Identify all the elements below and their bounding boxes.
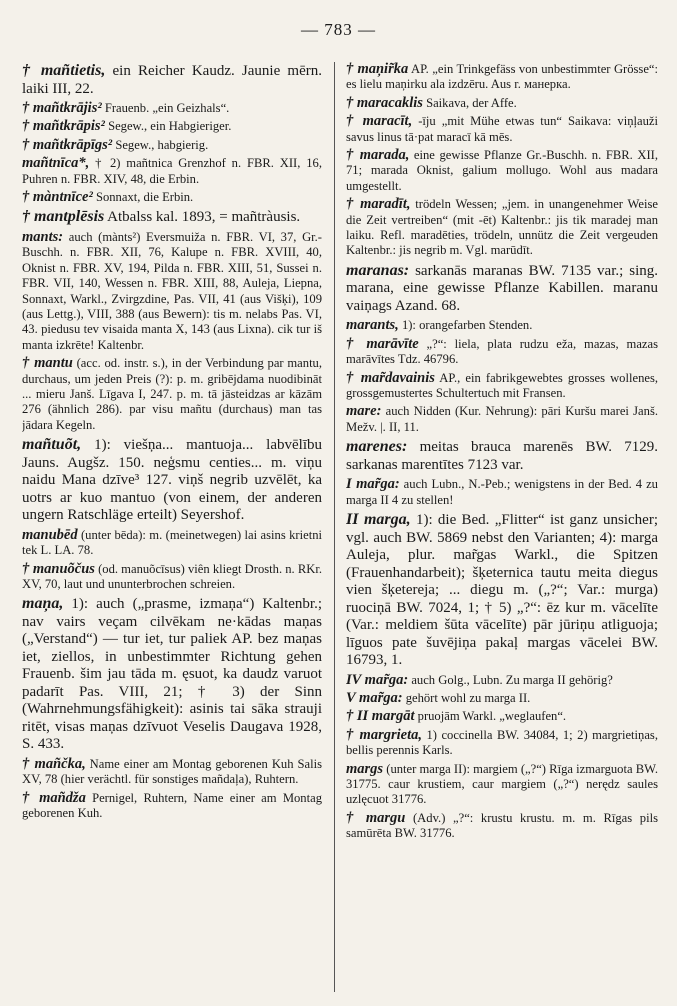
dictionary-entry (346, 673, 658, 688)
dictionary-entry (22, 101, 322, 116)
entry-text: 1): viešņa... mantuoja... labvēlību Jauns. Augšz. 150. neģsmu centies... m. viņu naidu Mana dzīve³ 127. viņš negrib uzvēlēt, ka uotrs ar kuo mantuo (von einem, der anderen ungern Ratschläge erteilt) Seyershof. (22, 437, 322, 524)
entry-text: -īju „mit Mühe etwas tun“ Saikava: viņļauži savus linus tā·pat maracī kā mēs. (346, 114, 658, 144)
dictionary-entry (346, 318, 658, 333)
column-divider (334, 62, 335, 992)
dictionary-entry (346, 62, 658, 93)
dictionary-entry (22, 138, 322, 153)
entry-headword: † mañtietis, (22, 62, 106, 79)
entry-headword: † mañtkrāpis² (22, 118, 105, 135)
entry-text: Sonnaxt, die Erbin. (92, 190, 194, 205)
entry-text: eine gewisse Pflanze Gr.-Buschh. n. FBR. XII, 71; marada Oknist, galium mollugo. Wohl aus madara umgestellt. (346, 148, 658, 193)
entry-headword: † màntnīce² (22, 189, 93, 206)
entry-headword: † mañtkrāpīgs² (22, 136, 113, 153)
entry-text: „?“: liela, plata rudzu eža, mazas, mazas marāvītes Tdz. 46796. (346, 336, 658, 367)
entry-text: AP., ein fabrikgewebtes grosses wollenes, grossgemustertes Schultertuch mit Fransen. (346, 370, 658, 400)
entry-text: Segew., ein Habgieriger. (104, 119, 232, 134)
dictionary-entry (346, 438, 658, 474)
entry-headword: † mar̃davainis (346, 369, 435, 386)
entry-headword: † marāvīte (346, 335, 419, 352)
entry-headword: margs (346, 760, 384, 777)
entry-text: auch Golg., Lubn. Zu marga II gehörig? (408, 672, 613, 687)
dictionary-entry (22, 528, 322, 559)
entry-text: Pernigel, Ruhtern, Name einer am Montag geborenen Kuh. (22, 790, 322, 821)
entry-text: 1): orangefarben Stenden. (398, 318, 533, 333)
entry-headword: V mar̃ga: (346, 689, 403, 706)
entry-headword: † mantplēsis (22, 208, 105, 226)
dictionary-entry (346, 709, 658, 724)
page-number: — 783 — (301, 20, 376, 39)
entry-headword: † maracaklis (346, 94, 423, 111)
dictionary-entry (346, 197, 658, 259)
dictionary-entry (22, 156, 322, 187)
dictionary-entry (22, 119, 322, 134)
entry-headword: maņa, (22, 595, 64, 613)
entry-headword: manubēd (22, 526, 78, 543)
dictionary-entry (22, 356, 322, 433)
entry-text: (od. manuõcīsus) viên kliegt Drosth. n. RKr. XV, 70, laut und ununterbrochen schreien. (22, 561, 322, 591)
entry-text: (Adv.) „?“: krustu krustu. m. m. Rīgas pils samūrēta BW. 31776. (346, 810, 658, 841)
entry-headword: marenes: (346, 438, 408, 456)
dictionary-entry (346, 762, 658, 808)
dictionary-entry (22, 62, 322, 98)
entry-text: (unter bēda): m. (meinetwegen) lai asins krietni tek L. LA. 78. (22, 527, 322, 558)
dictionary-entry (346, 511, 658, 670)
entry-headword: IV mar̃ga: (346, 671, 409, 688)
entry-headword: † manuõčus (22, 560, 95, 577)
entry-text: Frauenb. „ein Geizhals“. (101, 101, 230, 115)
dictionary-entry (346, 477, 658, 508)
dictionary-entry (346, 371, 658, 402)
entry-headword: † maracīt, (346, 113, 413, 130)
entry-text: AP. „ein Trinkgefäss von unbestimmter Grösse“: es lielu maņirku ala izdzēru. Aus r. манерка. (346, 62, 658, 92)
dictionary-entry (22, 190, 322, 205)
dictionary-entry (22, 791, 322, 822)
entry-text: † 2) mañtnica Grenzhof n. FBR. XII, 16, Puhren n. FBR. XIV, 48, die Erbin. (22, 156, 322, 186)
dictionary-entry (346, 728, 658, 759)
entry-headword: † mantu (22, 355, 73, 372)
entry-headword: † mañdža (22, 789, 86, 806)
entry-headword: mañtuõt, (22, 436, 82, 454)
entry-text: auch Nidden (Kur. Nehrung): pāri Kuršu marei Janš. Mežv. |. II, 11. (346, 404, 658, 434)
dictionary-entry (346, 148, 658, 194)
dictionary-entry (346, 691, 658, 706)
dictionary-entry (22, 562, 322, 593)
dictionary-entry (346, 114, 658, 145)
entry-text: meitas brauca marenēs BW. 7129. sarkanas marentītes 7123 var. (346, 439, 658, 473)
entry-text: ein Reicher Kaudz. Jaunie mērn. laiki III, 22. (22, 63, 322, 97)
entry-text: Saikava, der Affe. (422, 95, 517, 110)
dictionary-entry (346, 262, 658, 316)
dictionary-entry (346, 337, 658, 368)
entry-headword: mare: (346, 403, 382, 420)
entry-text: Segew., habgierig. (112, 137, 209, 152)
dictionary-entry (22, 208, 322, 227)
entry-text: 1): auch („prasme, izmaņa“) Kaltenbr.; nav vairs veçam cilvēkam ne·kādas maņas („Verstand“) — tur iet, tur paliek AP. bez maņas iet, ziellos, in unbestimmter Richtung gehen Frauenb. šim jau tāda m. ęsuot, ka daudz varuot padarīt Pas. VIII, 21; † 3) der Sinn (Wahrnehmungsfähigkeit): asinis tai sāka strauji ritēt, visas maņas dzīvuot Veselis Daugava 1928, S. 433. (22, 596, 322, 753)
dictionary-entry (346, 96, 658, 111)
entry-headword: † II margāt (346, 708, 415, 725)
entry-text: Name einer am Montag geborenen Kuh Salis XV, 78 (hier verächtl. für sonstiges mañdaļa), Ruhtern. (22, 756, 322, 787)
entry-text: sarkanās maranas BW. 7135 var.; sing. marana, eine gewisse Pflanze Kabillen. maranu vaiņags Azand. 68. (346, 262, 658, 314)
right-column (346, 62, 658, 996)
entry-headword: marants, (346, 317, 399, 334)
dictionary-entry (346, 811, 658, 842)
entry-headword: maranas: (346, 261, 410, 279)
entry-text: auch (mànts²) Eversmuiža n. FBR. VI, 37, Gr.-Buschh. n. FBR. XII, 76, Kalupe n. FBR. XVIII, 40, Oknist n. FBR. XV, 194, Pilda n. FBR. XIII, 51, Sussei n. FBR. VII, 140, Wessen n. FBR. XIII, 88, Auleja, Liepna, Sonnaxt, Warkl., Zvirgzdine, Pas. VII, 41 (aus Višķi), 109 (aus Lettg.), VIII, 388 (aus Bewern): tis m. nelabs Pas. VI, 43. piedusu tev visaida manta X, 143 (aus Lixna). cik tur iš manta izkrēte! Kaltenbr. (22, 229, 322, 352)
entry-text: gehört wohl zu marga II. (402, 690, 531, 705)
entry-headword: II marga, (346, 511, 411, 529)
entry-headword: † margrieta, (346, 726, 422, 743)
left-column (22, 62, 322, 996)
entry-text: pruojām Warkl. „weglaufen“. (414, 709, 567, 724)
entry-headword: † mañtkrājis² (22, 100, 102, 116)
entry-text: 1): die Bed. „Flitter“ ist ganz unsicher; vgl. auch BW. 5869 nebst den Varianten; 4): marga Auleja, plur. mar̃gas Warkl., die Spitzen (Frauenhandarbeit); šķeternica tautu meita diegus vien šķetereja; ... diegu m. („?“; Var.: murga) ruociņā BW. 7024, 1; † 5) „?“: ēz kur m. vācelīte (Var.: meldiem šūta vācelīte) pār jūriņu atliguoja; līguos pate šuvējiņa pakaļ margas vācelei BW. 16793, 1. (346, 512, 658, 669)
dictionary-entry (22, 230, 322, 353)
entry-headword: † mañčka, (22, 755, 86, 772)
entry-headword: † maņir̃ka (346, 62, 409, 77)
entry-headword: † maradīt, (346, 196, 411, 213)
entry-headword: † marada, (346, 147, 410, 164)
entry-text: 1) coccinella BW. 34084, 1; 2) margrietiņas, bellis perennis Karls. (346, 727, 658, 758)
entry-text: trödeln Wessen; „jem. in unangenehmer Weise die Zeit vertreiben“ (mit -ēt) Kaltenbr.: jis tik maradej man laiku. Refl. maradēties, trödeln, unnütz die Zeit vergeuden Kaltenbr.: jis negrib m. Vgl. marūdīt. (346, 197, 658, 258)
dictionary-entry (22, 595, 322, 754)
dictionary-entry (22, 757, 322, 788)
entry-headword: † margu (346, 809, 406, 826)
entry-headword: I mar̃ga: (346, 476, 400, 493)
entry-headword: mants: (22, 228, 64, 245)
dictionary-entry (346, 404, 658, 435)
entry-text: (unter marga II): margiem („?“) Rīga izmarguota BW. 31775. caur krustiem, caur margiem („?“) nerędz saules uzlęcuot 31776. (346, 761, 658, 807)
entry-text: Atbalss kal. 1893, = mañtràusis. (104, 209, 301, 226)
dictionary-entry (22, 436, 322, 525)
entry-text: auch Lubn., N.-Peb.; wenigstens in der Bed. 4 zu marga II 4 zu stellen! (346, 477, 658, 507)
entry-text: (acc. od. instr. s.), in der Verbindung par mantu, durchaus, um jeden Preis (?): p. m. gribējdama nuodibināt ... mieru Janš. Līgava I, 247. p. m. tā jāsteidzas ar kāzām 276 (ähnlich 286). par visu mañtu (durchaus) man tas jādara Kegeln. (22, 356, 322, 432)
entry-headword: mañtnīca*, (22, 155, 90, 172)
